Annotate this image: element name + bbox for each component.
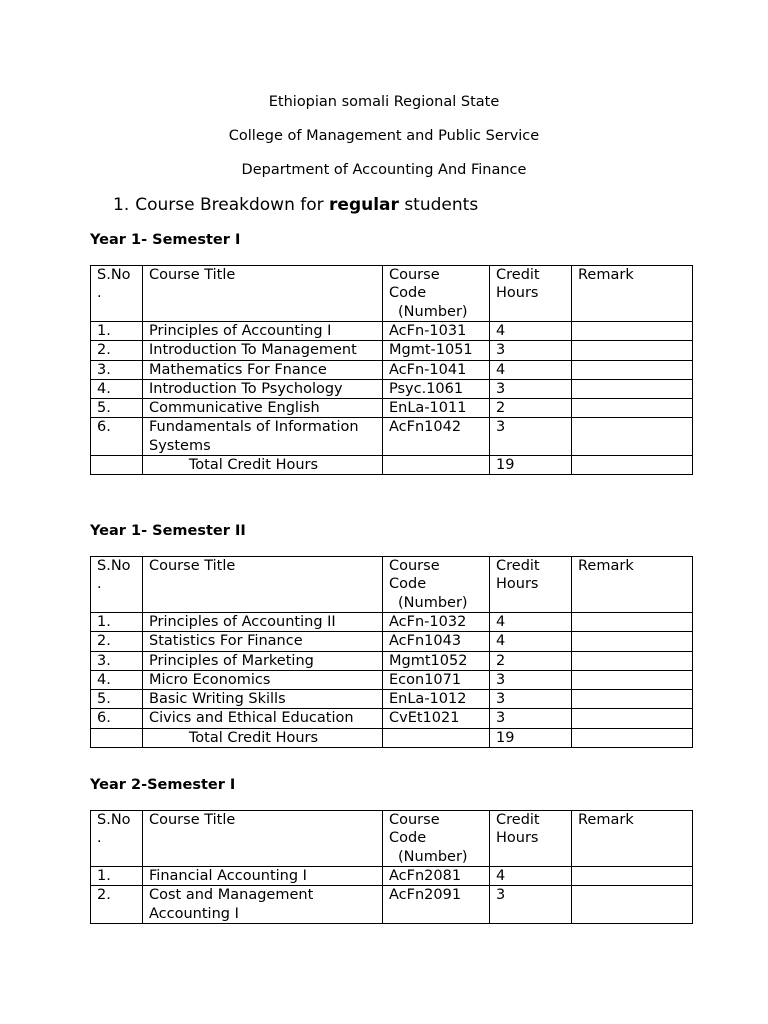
cell-sno: 4. xyxy=(91,670,143,689)
cell-remark xyxy=(572,632,693,651)
cell-code xyxy=(383,456,490,475)
cell-title: Introduction To Management xyxy=(143,341,383,360)
cell-title: Mathematics For Fnance xyxy=(143,360,383,379)
col-header-title: Course Title xyxy=(143,266,383,322)
col-header-remark: Remark xyxy=(572,557,693,613)
cell-credit: 3 xyxy=(490,418,572,456)
cell-remark xyxy=(572,399,693,418)
cell-credit: 4 xyxy=(490,632,572,651)
cell-code: EnLa-1011 xyxy=(383,399,490,418)
col-header-credit: Credit Hours xyxy=(490,266,572,322)
cell-remark xyxy=(572,341,693,360)
col-header-sno: S.No . xyxy=(91,811,143,867)
cell-remark xyxy=(572,360,693,379)
cell-title: Civics and Ethical Education xyxy=(143,709,383,728)
cell-remark xyxy=(572,728,693,747)
section-title-year2-sem1: Year 2-Semester I xyxy=(90,777,236,793)
total-row xyxy=(91,728,693,747)
cell-sno: 4. xyxy=(91,379,143,398)
cell-sno xyxy=(91,728,143,747)
total-credit-label: Total Credit Hours xyxy=(143,456,383,475)
cell-sno: 1. xyxy=(91,613,143,632)
heading-emphasis: regular xyxy=(329,195,399,215)
cell-sno: 2. xyxy=(91,632,143,651)
cell-remark xyxy=(572,690,693,709)
table-row xyxy=(91,399,693,418)
col-header-code: Course Code (Number) xyxy=(383,266,490,322)
cell-remark xyxy=(572,651,693,670)
cell-title: Fundamentals of Information Systems xyxy=(143,418,383,456)
total-row xyxy=(91,456,693,475)
cell-remark xyxy=(572,867,693,886)
cell-code: AcFn1042 xyxy=(383,418,490,456)
table-row xyxy=(91,651,693,670)
cell-title: Principles of Accounting II xyxy=(143,613,383,632)
heading-text: Course Breakdown for xyxy=(135,195,324,215)
cell-sno: 3. xyxy=(91,360,143,379)
table-header-row xyxy=(91,811,693,867)
cell-code: AcFn-1032 xyxy=(383,613,490,632)
table-row xyxy=(91,379,693,398)
cell-code: Econ1071 xyxy=(383,670,490,689)
col-header-credit: Credit Hours xyxy=(490,557,572,613)
cell-code: CvEt1021 xyxy=(383,709,490,728)
col-header-title: Course Title xyxy=(143,811,383,867)
cell-title: Financial Accounting I xyxy=(143,867,383,886)
cell-remark xyxy=(572,456,693,475)
table-row xyxy=(91,418,693,456)
cell-remark xyxy=(572,613,693,632)
cell-remark xyxy=(572,670,693,689)
cell-credit: 3 xyxy=(490,670,572,689)
col-header-title: Course Title xyxy=(143,557,383,613)
col-header-remark: Remark xyxy=(572,811,693,867)
cell-remark xyxy=(572,418,693,456)
table-row xyxy=(91,632,693,651)
state-name: Ethiopian somali Regional State xyxy=(268,94,500,110)
table-row xyxy=(91,867,693,886)
cell-credit: 3 xyxy=(490,709,572,728)
total-credit-value: 19 xyxy=(490,728,572,747)
cell-title: Cost and Management Accounting I xyxy=(143,886,383,924)
cell-credit: 4 xyxy=(490,322,572,341)
course-table-year1-sem2 xyxy=(90,556,693,748)
cell-sno: 2. xyxy=(91,341,143,360)
table-row xyxy=(91,341,693,360)
table-row xyxy=(91,690,693,709)
col-header-code: Course Code (Number) xyxy=(383,811,490,867)
cell-code: Mgmt-1051 xyxy=(383,341,490,360)
table-row xyxy=(91,360,693,379)
cell-sno: 5. xyxy=(91,399,143,418)
col-header-remark: Remark xyxy=(572,266,693,322)
total-credit-label: Total Credit Hours xyxy=(143,728,383,747)
cell-sno: 3. xyxy=(91,651,143,670)
table-row xyxy=(91,670,693,689)
cell-code: Mgmt1052 xyxy=(383,651,490,670)
cell-sno: 2. xyxy=(91,886,143,924)
department-name: Department of Accounting And Finance xyxy=(241,162,527,178)
col-header-credit: Credit Hours xyxy=(490,811,572,867)
table-header-row xyxy=(91,266,693,322)
cell-code: Psyc.1061 xyxy=(383,379,490,398)
cell-title: Principles of Marketing xyxy=(143,651,383,670)
cell-title: Statistics For Finance xyxy=(143,632,383,651)
cell-sno: 6. xyxy=(91,418,143,456)
cell-sno: 1. xyxy=(91,867,143,886)
table-header-row xyxy=(91,557,693,613)
cell-title: Principles of Accounting I xyxy=(143,322,383,341)
cell-code: EnLa-1012 xyxy=(383,690,490,709)
cell-title: Communicative English xyxy=(143,399,383,418)
course-table-year1-sem1 xyxy=(90,265,693,475)
cell-credit: 2 xyxy=(490,651,572,670)
table-row xyxy=(91,613,693,632)
table-row xyxy=(91,886,693,924)
cell-remark xyxy=(572,322,693,341)
cell-credit: 4 xyxy=(490,613,572,632)
cell-sno: 1. xyxy=(91,322,143,341)
cell-title: Basic Writing Skills xyxy=(143,690,383,709)
cell-code: AcFn-1041 xyxy=(383,360,490,379)
cell-title: Introduction To Psychology xyxy=(143,379,383,398)
cell-code xyxy=(383,728,490,747)
cell-sno: 6. xyxy=(91,709,143,728)
cell-credit: 2 xyxy=(490,399,572,418)
course-table-year2-sem1 xyxy=(90,810,693,924)
table-row xyxy=(91,709,693,728)
college-name: College of Management and Public Service xyxy=(228,128,540,144)
cell-credit: 3 xyxy=(490,341,572,360)
cell-sno xyxy=(91,456,143,475)
heading-text-after: students xyxy=(404,195,479,215)
cell-code: AcFn2091 xyxy=(383,886,490,924)
col-header-code: Course Code (Number) xyxy=(383,557,490,613)
cell-code: AcFn-1031 xyxy=(383,322,490,341)
cell-remark xyxy=(572,379,693,398)
total-credit-value: 19 xyxy=(490,456,572,475)
cell-credit: 3 xyxy=(490,886,572,924)
col-header-sno: S.No . xyxy=(91,557,143,613)
cell-code: AcFn2081 xyxy=(383,867,490,886)
col-header-sno: S.No . xyxy=(91,266,143,322)
heading-number: 1. xyxy=(113,195,130,215)
cell-remark xyxy=(572,886,693,924)
cell-credit: 3 xyxy=(490,379,572,398)
cell-sno: 5. xyxy=(91,690,143,709)
section-title-year1-sem2: Year 1- Semester II xyxy=(90,523,246,539)
course-breakdown-heading xyxy=(113,194,478,216)
section-title-year1-sem1: Year 1- Semester I xyxy=(90,232,241,248)
table-row xyxy=(91,322,693,341)
cell-code: AcFn1043 xyxy=(383,632,490,651)
cell-remark xyxy=(572,709,693,728)
cell-title: Micro Economics xyxy=(143,670,383,689)
cell-credit: 4 xyxy=(490,867,572,886)
cell-credit: 4 xyxy=(490,360,572,379)
cell-credit: 3 xyxy=(490,690,572,709)
